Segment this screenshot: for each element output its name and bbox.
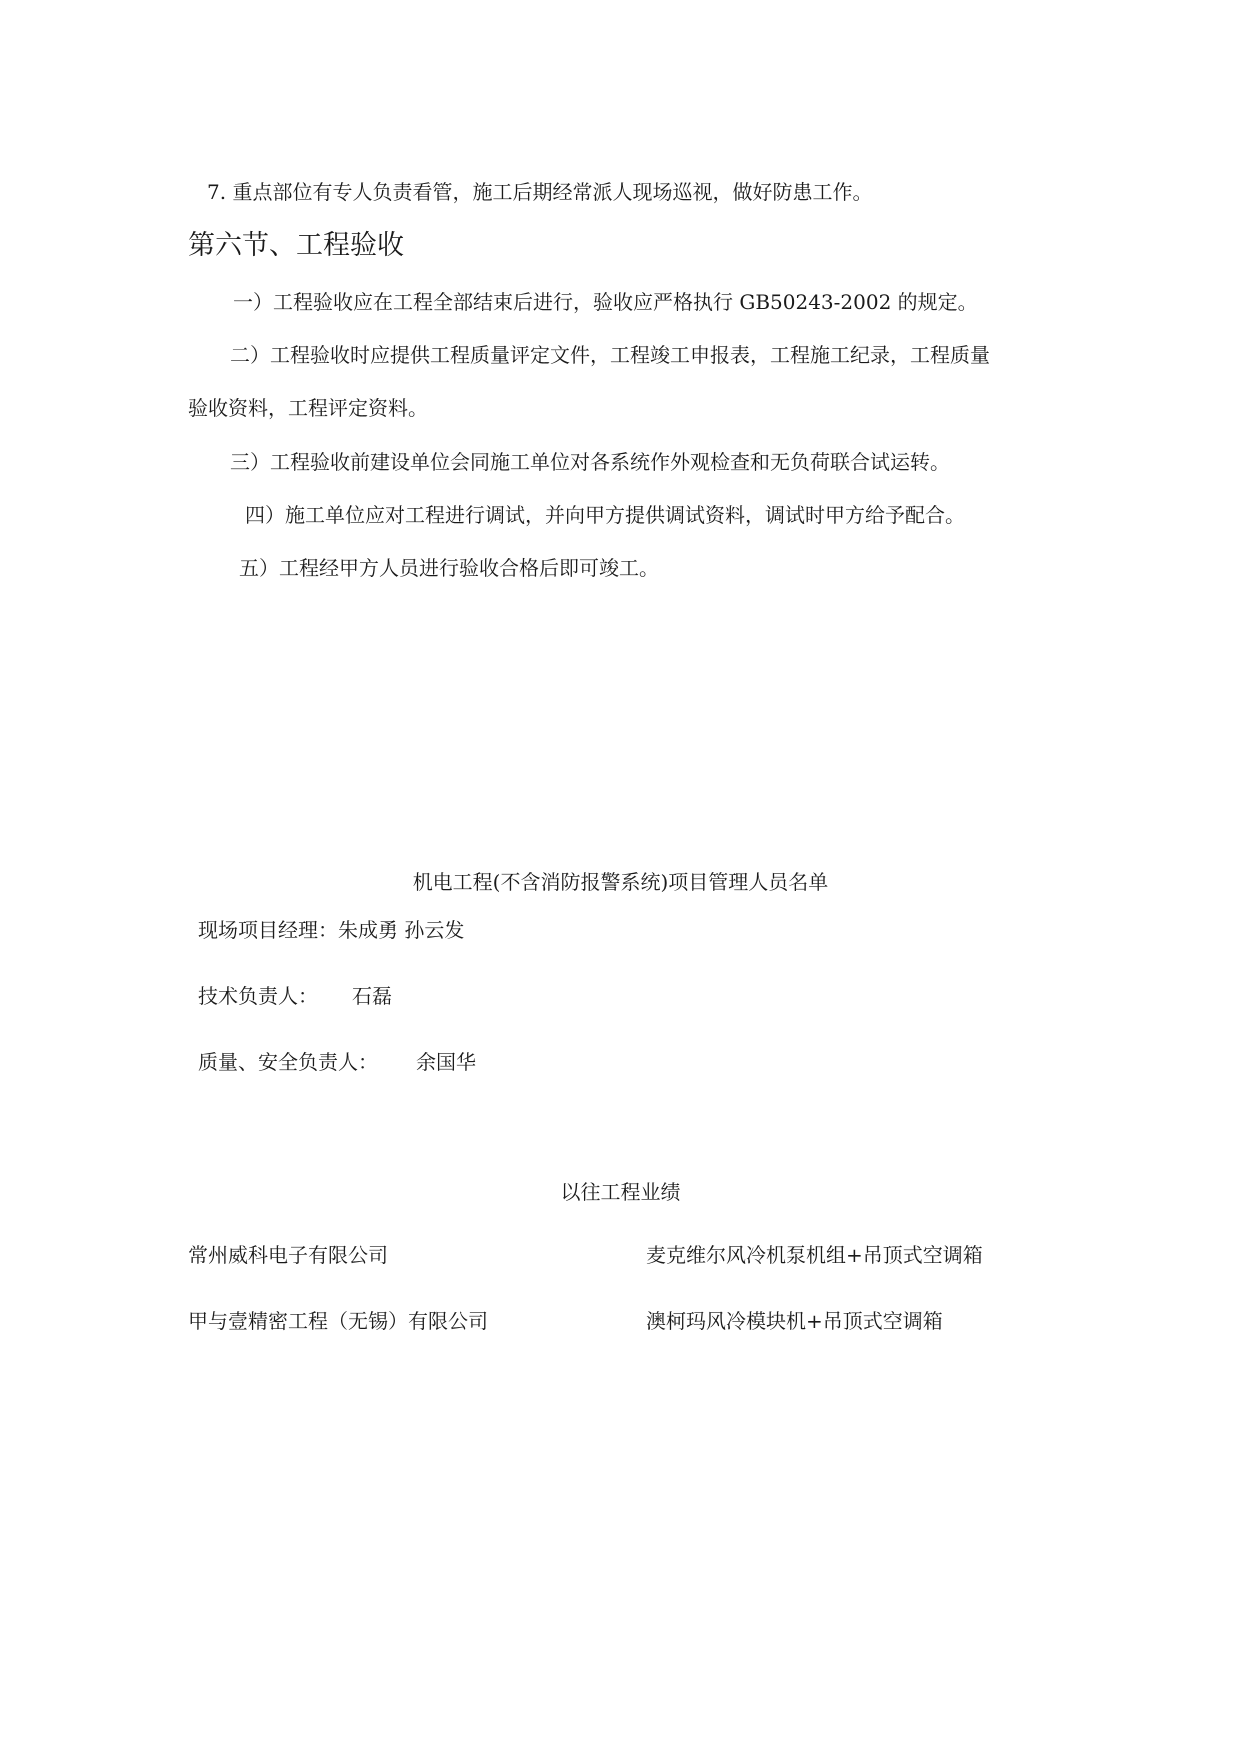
past-project-description: 澳柯玛风冷模块机+吊顶式空调箱 [646, 1309, 943, 1333]
project-manager-row [198, 916, 464, 944]
technical-lead-name: 石磊 [352, 984, 392, 1008]
acceptance-paragraph-1: 一）工程验收应在工程全部结束后进行，验收应严格执行 GB50243-2002 的规定。 [233, 290, 978, 314]
past-project-company: 常州威科电子有限公司 [188, 1243, 388, 1267]
project-manager-label: 现场项目经理： [198, 918, 338, 942]
section-heading: 第六节、工程验收 [188, 230, 404, 261]
item-7-text: 7. 重点部位有专人负责看管，施工后期经常派人现场巡视，做好防患工作。 [207, 180, 873, 204]
past-projects-title: 以往工程业绩 [560, 1180, 681, 1204]
quality-safety-lead-row [198, 1048, 378, 1076]
acceptance-paragraph-4: 四）施工单位应对工程进行调试，并向甲方提供调试资料，调试时甲方给予配合。 [245, 503, 965, 527]
past-project-description: 麦克维尔风冷机泵机组+吊顶式空调箱 [646, 1243, 983, 1267]
project-manager-names: 朱成勇 孙云发 [338, 918, 465, 942]
acceptance-paragraph-5: 五）工程经甲方人员进行验收合格后即可竣工。 [239, 556, 659, 580]
technical-lead-row [198, 982, 318, 1010]
acceptance-paragraph-3: 三）工程验收前建设单位会同施工单位对各系统作外观检查和无负荷联合试运转。 [230, 450, 950, 474]
past-project-company: 甲与壹精密工程（无锡）有限公司 [188, 1309, 488, 1333]
acceptance-paragraph-2-line-1: 二）工程验收时应提供工程质量评定文件，工程竣工申报表，工程施工纪录，工程质量 [230, 343, 990, 367]
acceptance-paragraph-2-line-2: 验收资料，工程评定资料。 [188, 396, 428, 420]
quality-safety-lead-name: 余国华 [416, 1050, 476, 1074]
quality-safety-lead-label: 质量、安全负责人： [198, 1050, 378, 1074]
staff-list-title: 机电工程(不含消防报警系统)项目管理人员名单 [412, 870, 829, 894]
technical-lead-label: 技术负责人： [198, 984, 318, 1008]
